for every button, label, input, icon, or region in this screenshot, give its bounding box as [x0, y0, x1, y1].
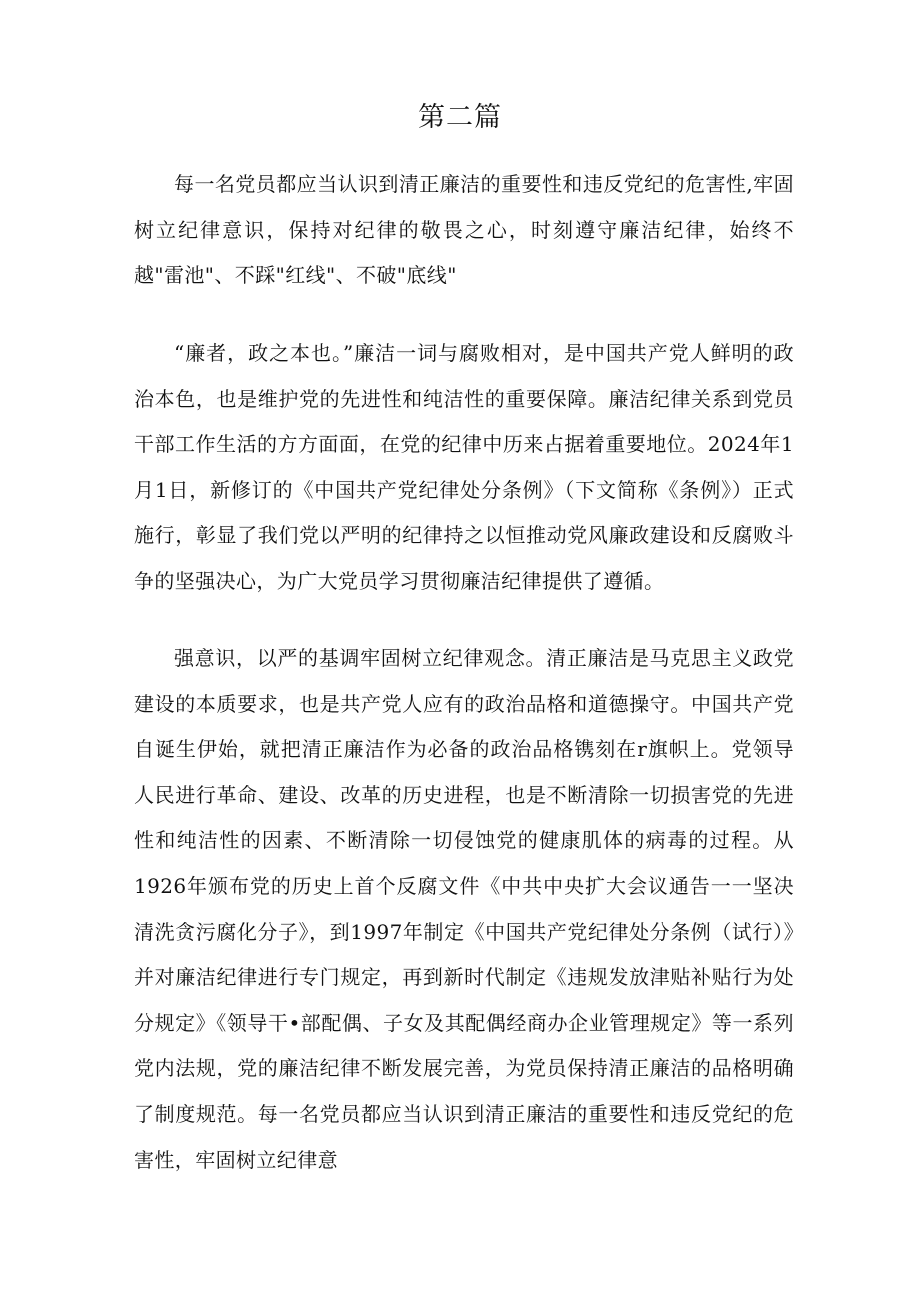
paragraph-3: 强意识，以严的基调牢固树立纪律观念。清正廉洁是马克思主义政党建设的本质要求，也是共产党人应有的政治品格和道德操守。中国共产党自诞生伊始，就把清正廉洁作为必备的政治品格镌刻在r旗帜上。党领导人民进行革命、建设、改革的历史进程，也是不断清除一切损害党的先进性和纯洁性的因素、不断清除一切侵蚀党的健康肌体的病毒的过程。从1926年颁布党的历史上首个反腐文件《中共中央扩大会议通告一一坚决清洗贪污腐化分子》，到1997年制定《中国共产党纪律处分条例（试行）》并对廉洁纪律进行专门规定，再到新时代制定《违规发放津贴补贴行为处分规定》《领导干•部配偶、子女及其配偶经商办企业管理规定》等一系列党内法规，党的廉洁纪律不断发展完善，为党员保持清正廉洁的品格明确了制度规范。每一名党员都应当认识到清正廉洁的重要性和违反党纪的危害性，牢固树立纪律意	[134, 646, 794, 1172]
page-title: 第二篇	[418, 102, 502, 133]
paragraph-2: “廉者，政之本也。”廉洁一词与腐败相对，是中国共产党人鲜明的政治本色，也是维护党的先进性和纯洁性的重要保障。廉洁纪律关系到党员干部工作生活的方方面面，在党的纪律中历来占据着重要地位。2024年1月1日，新修订的《中国共产党纪律处分条例》（下文简称《条例》）正式施行，彰显了我们党以严明的纪律持之以恒推动党风廉政建设和反腐败斗争的坚强决心，为广大党员学习贯彻廉洁纪律提供了遵循。	[134, 341, 794, 593]
paragraph-1: 每一名党员都应当认识到清正廉洁的重要性和违反党纪的危害性,牢固树立纪律意识，保持对纪律的敬畏之心，时刻遵守廉洁纪律，始终不越"雷池"、不踩"红线"、不破"底线"	[134, 172, 794, 288]
